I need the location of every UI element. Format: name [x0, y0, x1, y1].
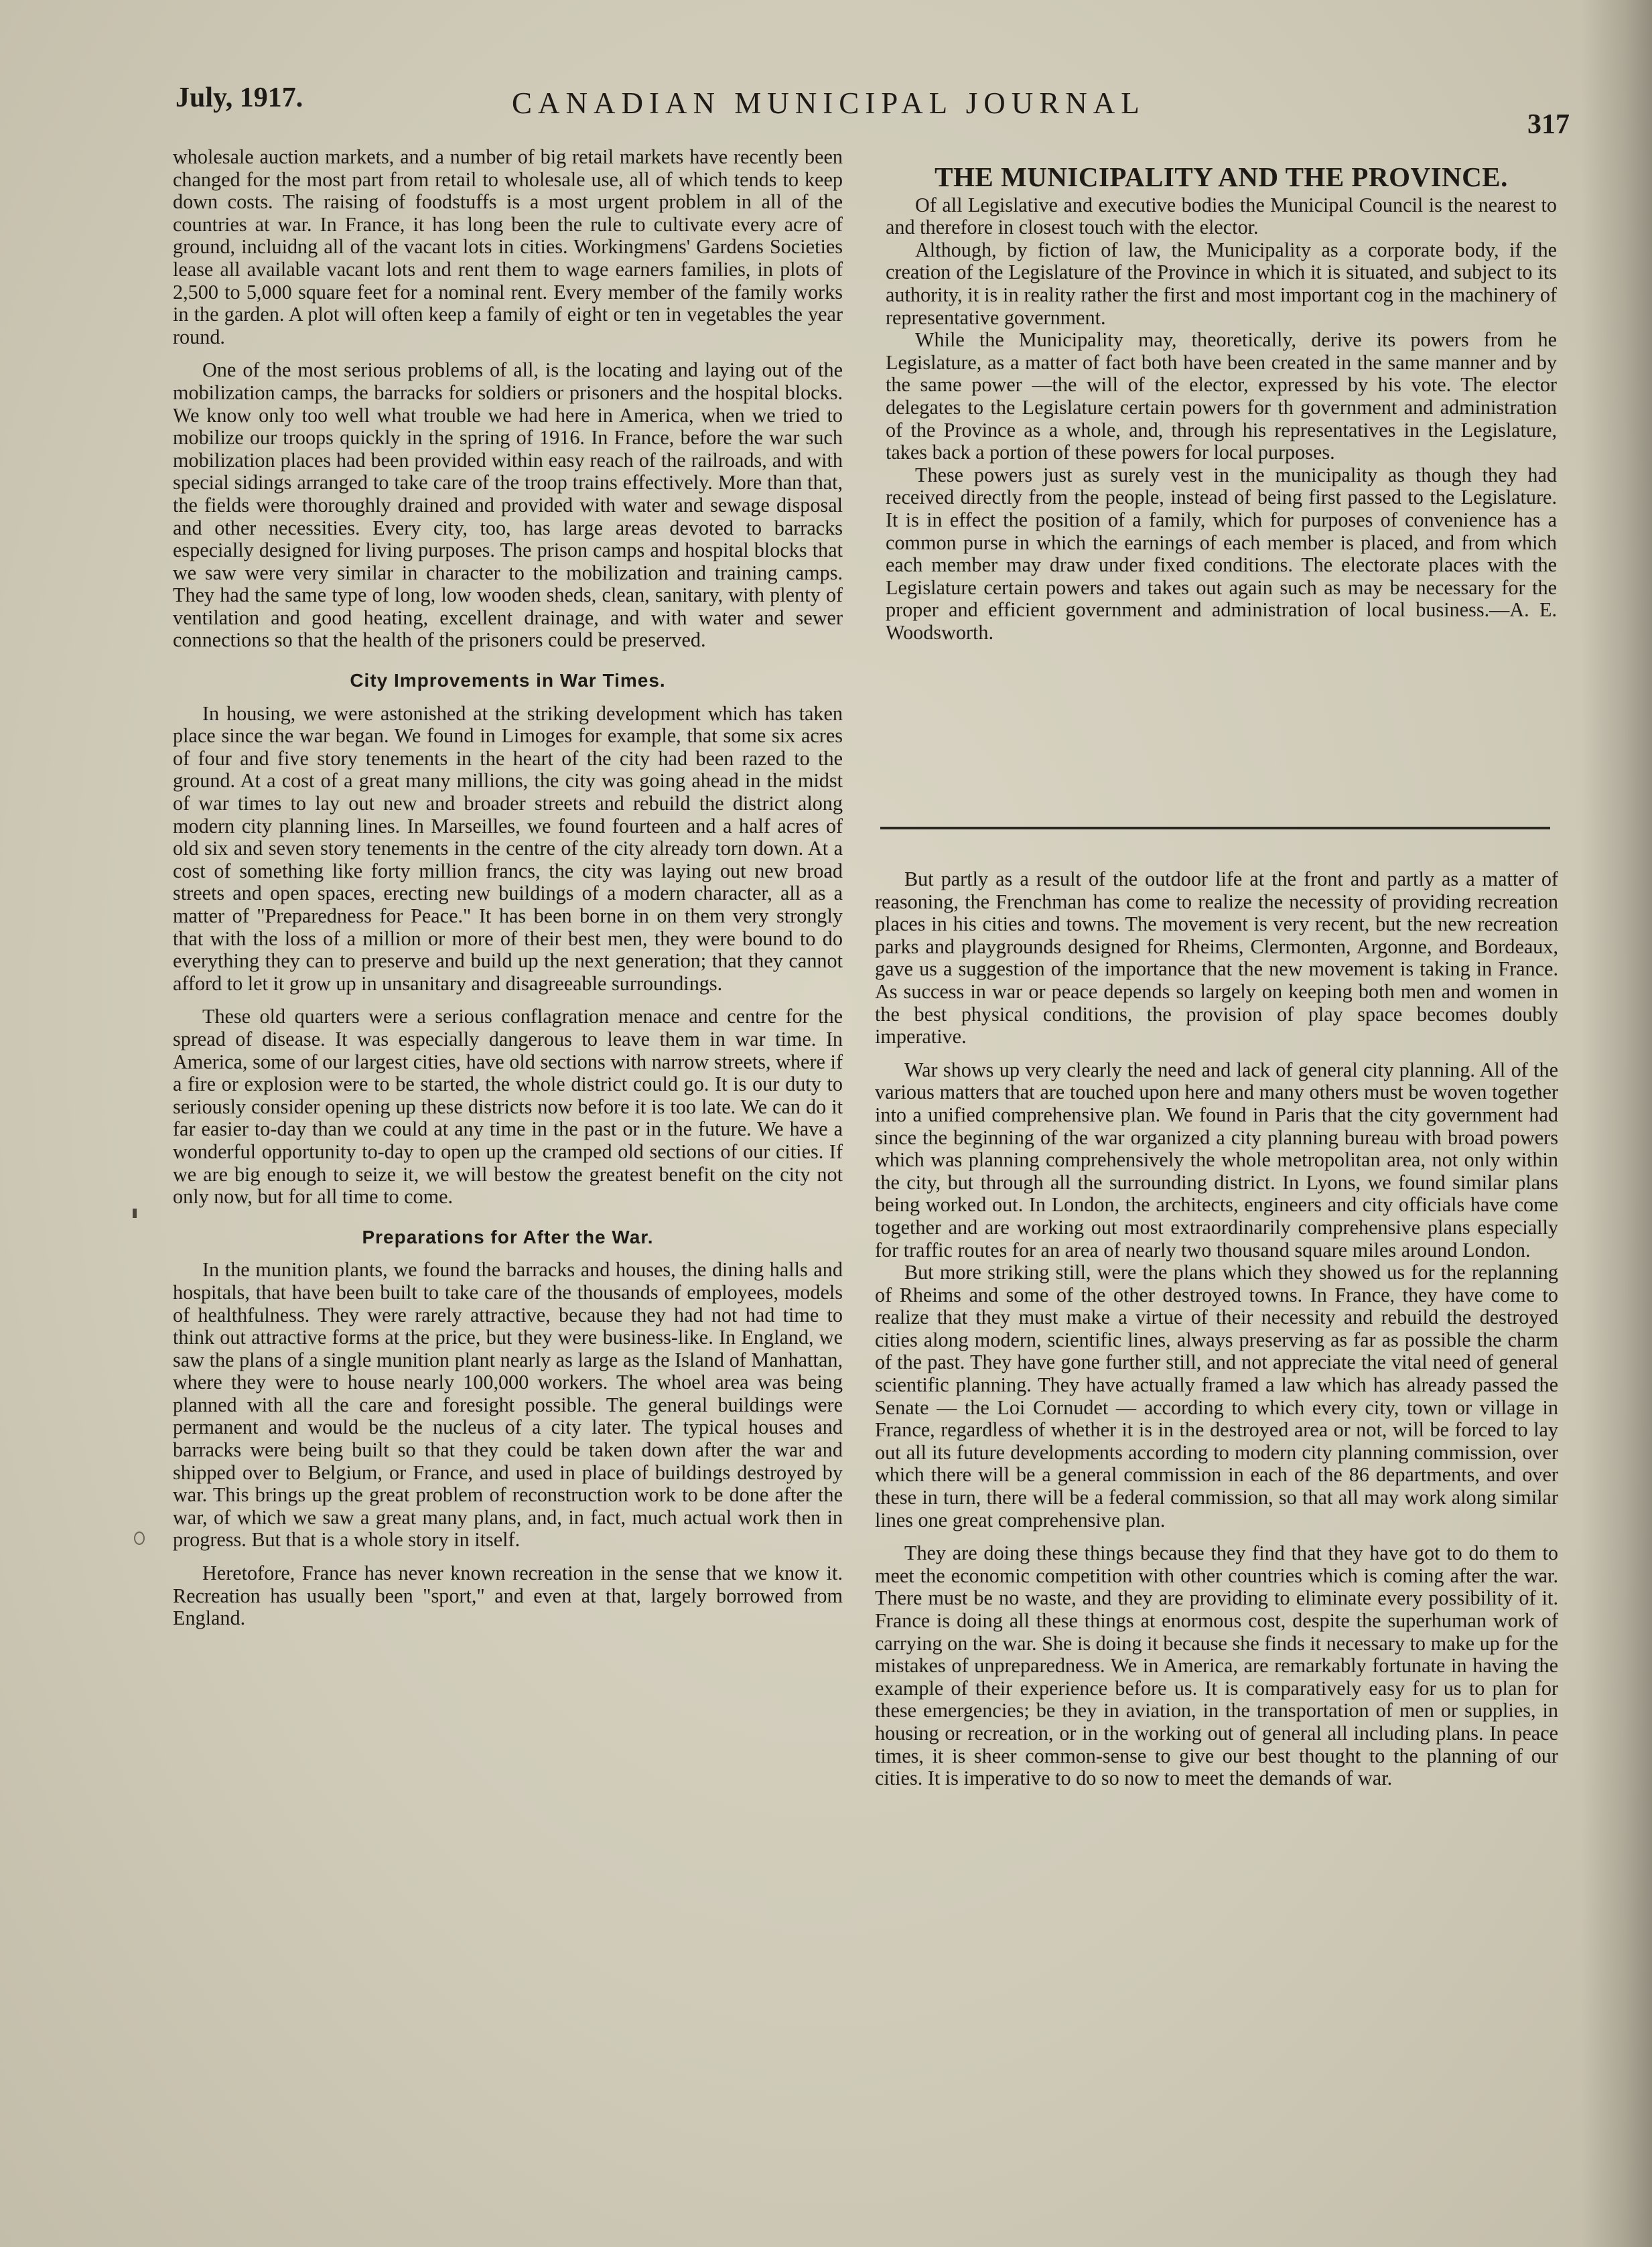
paragraph: But more striking still, were the plans which they showed us for the replanning of Rheims and some of the other destroyed towns. In France, they have come to realize that they must make a virtue of their necessity and rebuild the destroyed cities along modern, scientific lines, always preserving as far as possible the charm of the past. They have gone further still, and not appreciate the vital need of general scientific planning. They have actually framed a law which has already passed the Senate — the Loi Cornudet — according to which every city, town or village in France, regardless of whether it is in the destroyed area or not, will be forced to lay out all its future developments according to modern city planning commission, over which there will be a general commission in each of the 86 departments, and over these in turn, there will be a federal commission, so that all may work along similar lines one great comprehensive plan. — [875, 1261, 1558, 1531]
binding-shadow — [1581, 0, 1652, 2247]
issue-date: July, 1917. — [176, 82, 303, 113]
right-column-continued — [875, 868, 1558, 1790]
section-heading: Preparations for After the War. — [362, 1226, 654, 1247]
page-number: 317 — [1527, 109, 1570, 140]
right-column-article — [886, 161, 1557, 644]
journal-title: CANADIAN MUNICIPAL JOURNAL — [512, 86, 1146, 120]
margin-mark — [133, 1209, 137, 1218]
section-divider — [880, 827, 1550, 829]
paragraph: These powers just as surely vest in the municipality as though they had received directly from the people, instead of being first passed to the Legislature. It is in effect the position of a family, which for purposes of convenience has a common purse in which the earnings of each member is placed, and from which each member may draw under fixed conditions. The electorate places with the Legislature certain powers and takes out again such as may be necessary for the proper and efficient government and administration of local business.—A. E. Woodsworth. — [886, 463, 1557, 644]
paragraph: While the Municipality may, theoretically, derive its powers from he Legislature, as a matter of fact both have been created in the same manner and by the same power —the will of the elector, expressed by his vote. The elector delegates to the Legislature certain powers for th government and administration of the Province as a whole, and, through his representatives in the Legislature, takes back a portion of these powers for local purposes. — [886, 328, 1557, 464]
paragraph: wholesale auction markets, and a number of big retail markets have recently been changed for the most part from retail to wholesale use, all of which tends to keep down costs. The raising of foodstuffs is a most urgent problem in all of the countries at war. In France, it has long been the rule to cultivate every acre of ground, incluidng all of the vacant lots in cities. Workingmens' Gardens Societies lease all available vacant lots and rent them to wage earners families, in plots of 2,500 to 5,000 square feet for a nominal rent. Every member of the family works in the garden. A plot will often keep a family of eight or ten in vegetables the year round. — [173, 145, 843, 348]
paragraph: War shows up very clearly the need and lack of general city planning. All of the various matters that are touched upon here and many others must be woven together into a unified comprehensive plan. We found in Paris that the city government had since the beginning of the war organized a city planning bureau with broad powers which was planning comprehensively the whole metropolitan area, not only within the city, but through all the surrounding district. In Lyons, we found similar plans being worked out. In London, the architects, engineers and city officials have come together and are working out most extraordinarily comprehensive plans especially for traffic routes for an area of nearly two thousand square miles around London. — [875, 1058, 1558, 1262]
paragraph: These old quarters were a serious conflagration menace and centre for the spread of disease. It was especially dangerous to leave them in war time. In America, some of our largest cities, have old sections with narrow streets, where if a fire or explosion were to be started, the whole district could go. It is our duty to seriously consider opening up these districts now before it is too late. We can do it far easier to-day than we could at any time in the past or in the future. We have a wonderful opportunity to-day to open up the cramped old sections of our cities. If we are big enough to seize it, we will bestow the greatest benefit on the city not only now, but for all time to come. — [173, 1005, 843, 1209]
paragraph: Although, by fiction of law, the Municipality as a corporate body, if the creation of the Legislature of the Province in which it is situated, and subject to its authority, it is in reality rather the first and most important cog in the machinery of representative government. — [886, 238, 1557, 329]
paragraph: Of all Legislative and executive bodies the Municipal Council is the nearest to and therefore in closest touch with the elector. — [886, 193, 1557, 239]
margin-mark — [134, 1531, 145, 1545]
paragraph: In housing, we were astonished at the striking development which has taken place since the war began. We found in Limoges for example, that some six acres of four and five story tenements in the heart of the city had been razed to the ground. At a cost of a great many millions, the city was going ahead in the midst of war times to lay out new and broader streets and rebuild the district along modern city planning lines. In Marseilles, we found fourteen and a half acres of old six and seven story tenements in the centre of the city already torn down. At a cost of something like forty million francs, the city was laying out new broad streets and open spaces, erecting new buildings of a modern character, all as a matter of "Preparedness for Peace." It has been borne in on them very strongly that with the loss of a million or more of their best men, they were bound to do everything they can to preserve and build up the next generation; that they cannot afford to let it grow up in unsanitary and disagreeable surroundings. — [173, 701, 843, 995]
section-heading: City Improvements in War Times. — [350, 670, 666, 691]
paragraph: They are doing these things because they find that they have got to do them to meet the economic competition with other countries which is coming after the war. There must be no waste, and they are providing to eliminate every possibility of it. France is doing all these things at enormous cost, despite the superhuman work of carrying on the war. She is doing it because she finds it necessary to make up for the mistakes of unpreparedness. We in America, are remarkably fortunate in having the example of their experience before us. It is comparatively easy for us to plan for these emergencies; be they in aviation, in the transportation of men or supplies, in housing or recreation, or in the working out of general all including plans. In peace times, it is sheer common-sense to give our best thought to the planning of our cities. It is imperative to do so now to meet the demands of war. — [875, 1542, 1558, 1790]
paragraph: Heretofore, France has never known recreation in the sense that we know it. Recreation has usually been "sport," and even at that, largely borrowed from England. — [173, 1562, 843, 1630]
article-heading: THE MUNICIPALITY AND THE PROVINCE. — [935, 161, 1508, 192]
left-column — [173, 146, 843, 1630]
paragraph: In the munition plants, we found the barracks and houses, the dining halls and hospitals, that have been built to take care of the thousands of employees, models of healthfulness. They were rarely attractive, because they had not had time to think out attractive forms at the price, but they were business-like. In England, we saw the plans of a single munition plant nearly as large as the Island of Manhattan, where they were to house nearly 100,000 workers. The whoel area was being planned with all the care and foresight possible. The general buildings were permanent and would be the nucleus of a city later. The typical houses and barracks were being built so that they could be taken down after the war and shipped over to Belgium, or France, and used in place of buildings destroyed by war. This brings up the great problem of reconstruction work to be done after the war, of which we saw a great many plans, and, in fact, much actual work then in progress. But that is a whole story in itself. — [173, 1258, 843, 1552]
paragraph: One of the most serious problems of all, is the locating and laying out of the mobilization camps, the barracks for soldiers or prisoners and the hospital blocks. We know only too well what trouble we had here in America, when we tried to mobilize our troops quickly in the spring of 1916. In France, before the war such mobilization places had been provided within easy reach of the railroads, and with special sidings arranged to take care of the troop trains effectively. More than that, the fields were thoroughly drained and provided with water and sewage disposal and other necessities. Every city, too, has large areas devoted to barracks especially designed for living purposes. The prison camps and hospital blocks that we saw were very similar in character to the mobilization and training camps. They had the same type of long, low wooden sheds, clean, sanitary, with plenty of ventilation and good heating, excellent drainage, and with water and sewer connections so that the health of the prisoners could be preserved. — [173, 358, 843, 652]
paragraph: But partly as a result of the outdoor life at the front and partly as a matter of reasoning, the Frenchman has come to realize the necessity of providing recreation places in his cities and towns. The movement is very recent, but the new recreation parks and playgrounds designed for Rheims, Clermonten, Argonne, and Bordeaux, gave us a suggestion of the importance that the new movement is taking in France. As success in war or peace depends so largely on keeping both men and women in the best physical conditions, the provision of play space becomes doubly imperative. — [875, 868, 1558, 1048]
